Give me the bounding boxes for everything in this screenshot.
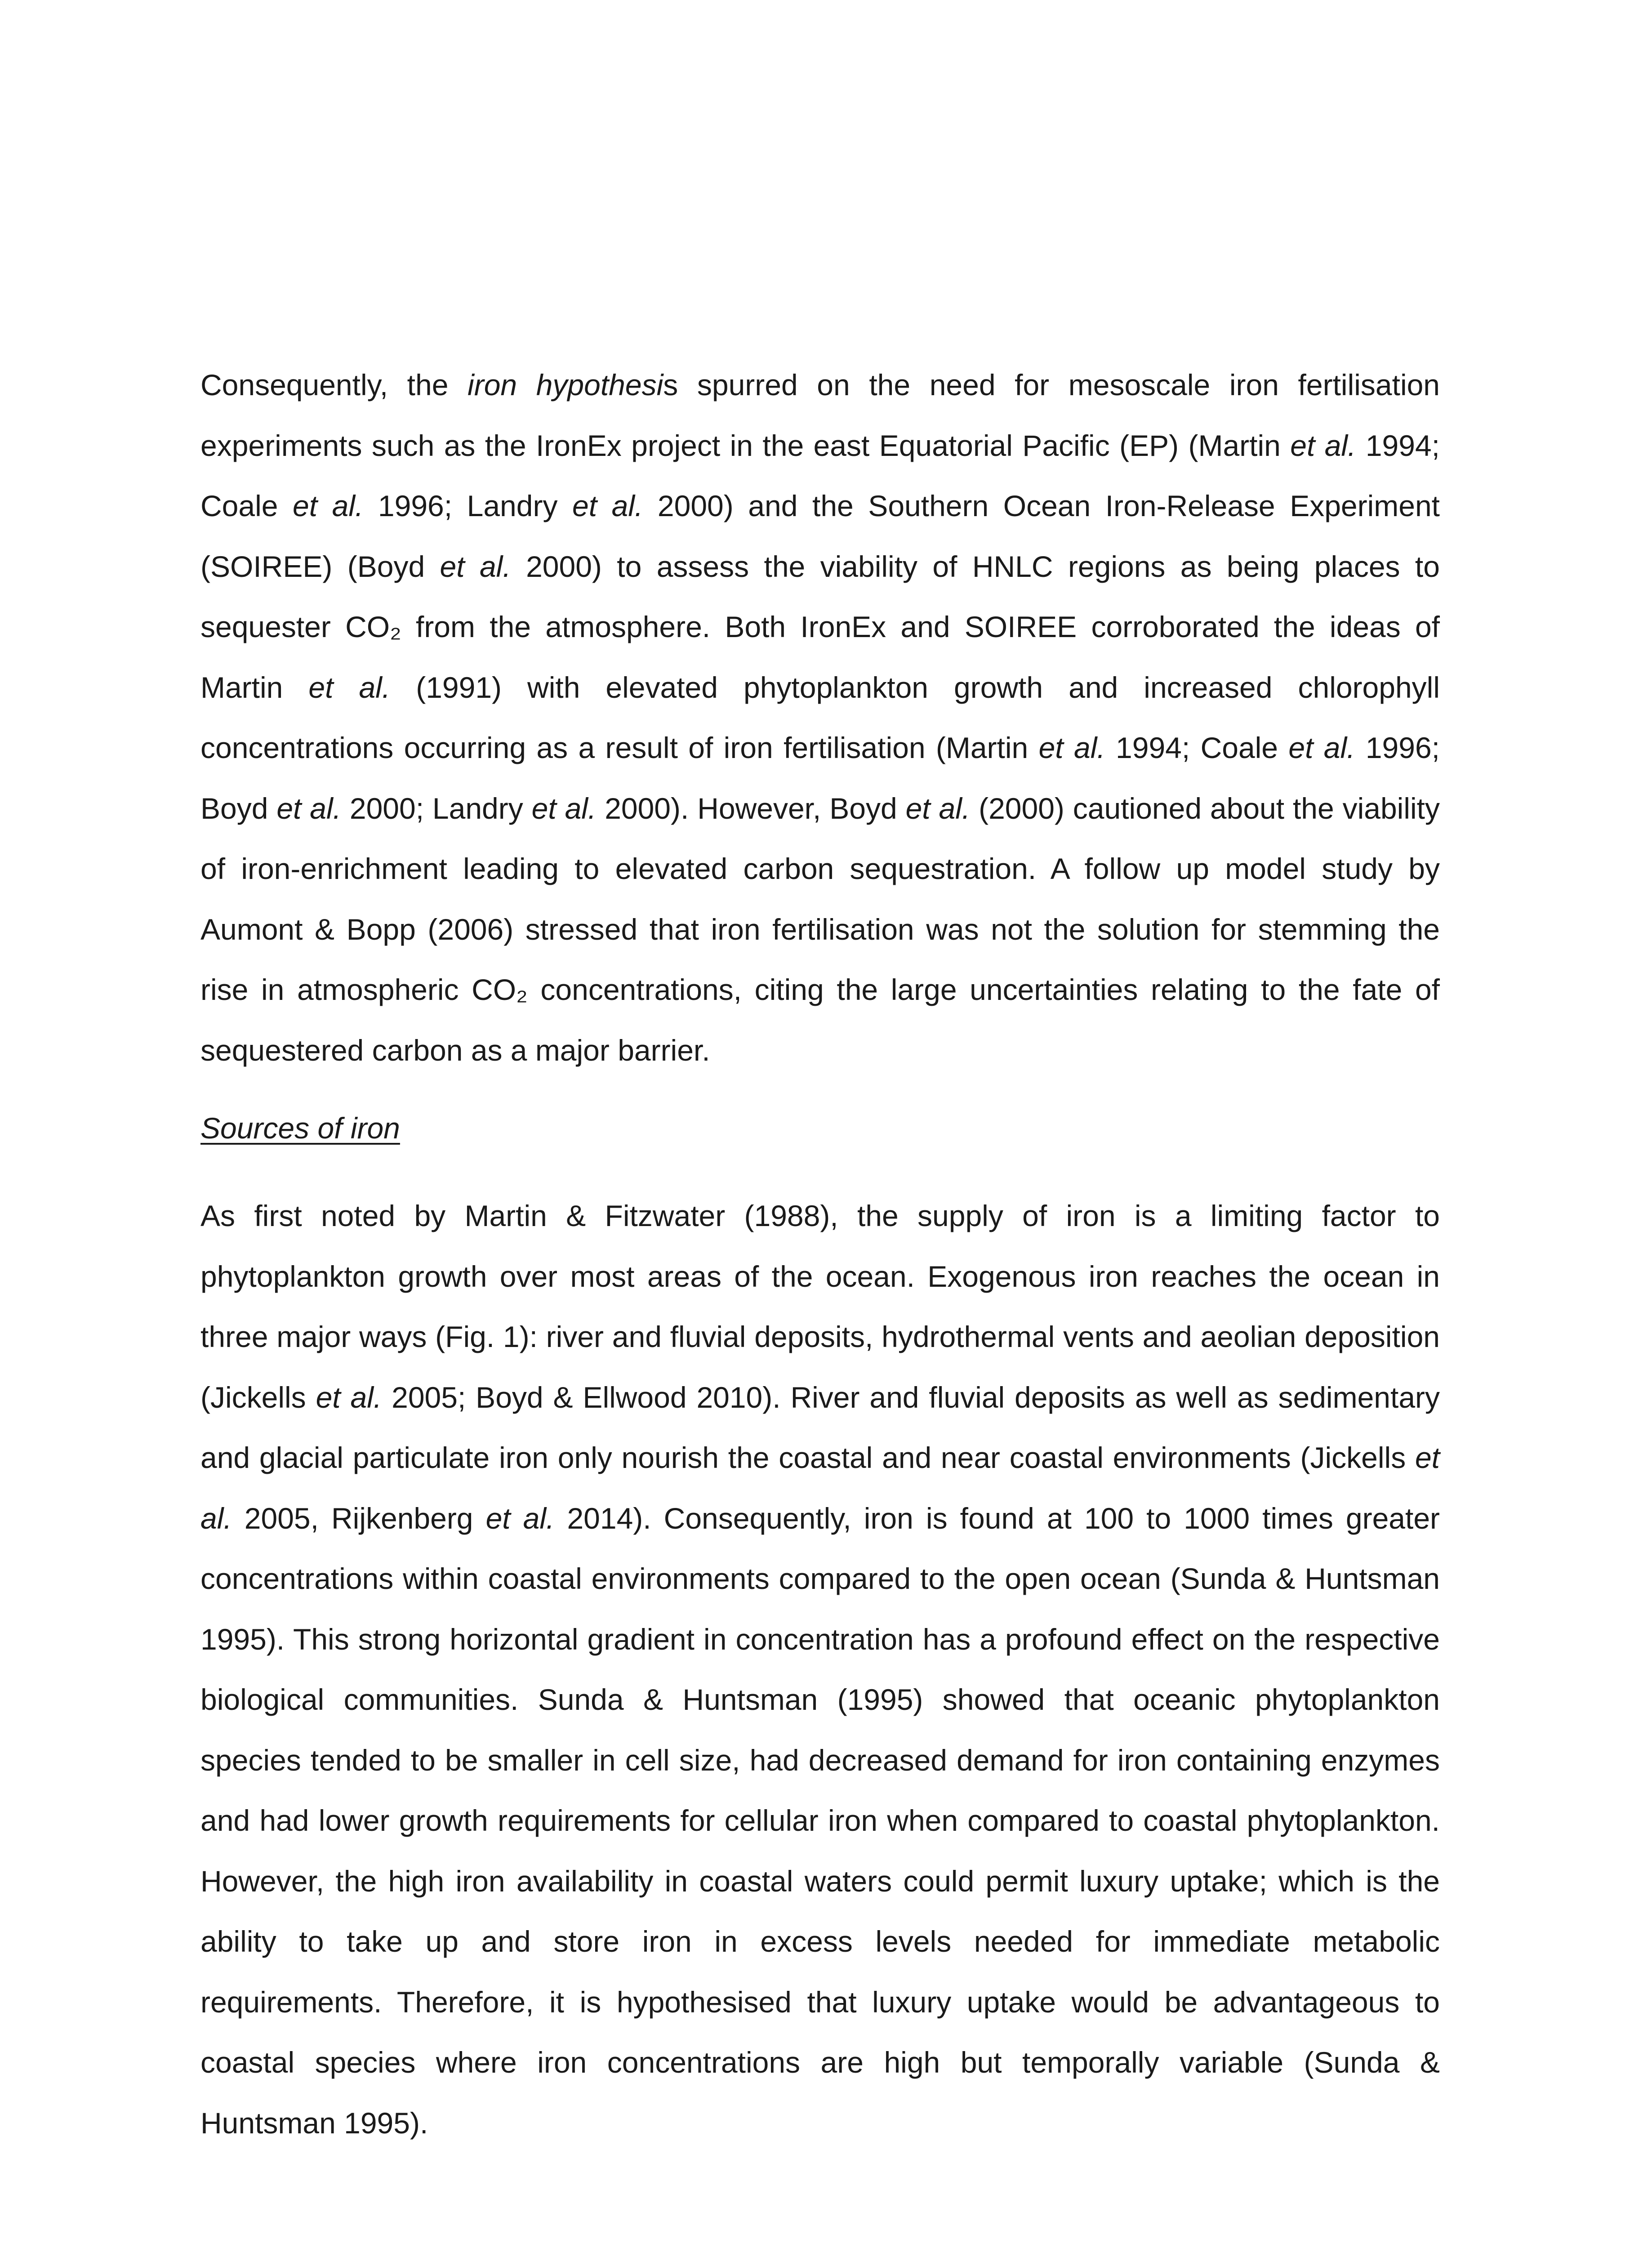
- text-run: 2000) and the Southern Ocean Iron-Release Experiment (SOIREE) (Boyd: [200, 489, 1440, 583]
- citation-et-al: et al.: [1038, 731, 1105, 764]
- citation-et-al: et al.: [905, 791, 971, 825]
- italic-term: iron hypothesi: [468, 368, 663, 401]
- text-run: s spurred on the need for mesoscale iron fertilisation experiments such as the IronEx project in the east Equatorial Pacific (EP) (Martin: [200, 368, 1440, 462]
- citation-et-al: et al.: [572, 489, 643, 522]
- citation-et-al: et al.: [440, 549, 511, 583]
- text-run: As first noted by Martin & Fitzwater (1988), the supply of iron is a limiting factor to phytoplankton growth over most areas of the ocean. Exogenous iron reaches the ocean in three major ways (Fig. 1): river and fluvial deposits, hydrothermal vents and aeolian deposition (Jickells: [200, 1199, 1440, 1414]
- citation-et-al: et al.: [531, 791, 597, 825]
- citation-et-al: et al.: [308, 670, 391, 704]
- citation-et-al: et al.: [316, 1380, 382, 1414]
- text-run: (1991) with elevated phytoplankton growth and increased chlorophyll concentrations occurring as a result of iron fertilisation (Martin: [200, 670, 1440, 764]
- citation-et-al: et al.: [1288, 731, 1355, 764]
- citation-et-al: et al.: [293, 489, 364, 522]
- text-run: 1996; Landry: [363, 489, 573, 522]
- text-run: 2005; Boyd & Ellwood 2010). River and fluvial deposits as well as sedimentary and glacial particulate iron only nourish the coastal and near coastal environments (Jickells: [200, 1380, 1440, 1474]
- text-run: 1996; Boyd: [200, 731, 1440, 825]
- paragraph-iron-fertilisation: [200, 355, 1440, 1080]
- text-run: 2014). Consequently, iron is found at 100 to 1000 times greater concentrations within coastal environments compared to the open ocean (Sunda & Huntsman 1995). This strong horizontal gradient in concentration has a profound effect on the respective biological communities. Sunda & Huntsman (1995) showed that oceanic phytoplankton species tended to be smaller in cell size, had decreased demand for iron containing enzymes and had lower growth requirements for cellular iron when compared to coastal phytoplankton. However, the high iron availability in coastal waters could permit luxury uptake; which is the ability to take up and store iron in excess levels needed for immediate metabolic requirements. Therefore, it is hypothesised that luxury uptake would be advantageous to coastal species where iron concentrations are high but temporally variable (Sunda & Huntsman 1995).: [200, 1501, 1440, 2140]
- text-run: 1994; Coale: [200, 428, 1440, 522]
- citation-et-al: et al.: [276, 791, 341, 825]
- citation-et-al: et al.: [1290, 428, 1356, 462]
- text-run: 2000). However, Boyd: [596, 791, 906, 825]
- section-heading: Sources of iron: [200, 1111, 400, 1145]
- text-run: (2000) cautioned about the viability of iron-enrichment leading to elevated carbon sequestration. A follow up model study by Aumont & Bopp (2006) stressed that iron fertilisation was not the solution for stemming the rise in atmospheric CO₂ concentrations, citing the large uncertainties relating to the fate of sequestered carbon as a major barrier.: [200, 791, 1440, 1067]
- paragraph-sources-of-iron: [200, 1186, 1440, 2153]
- text-run: 2000; Landry: [341, 791, 532, 825]
- text-run: Consequently, the: [200, 368, 468, 401]
- citation-et-al: et al.: [485, 1501, 555, 1535]
- text-run: 2005, Rijkenberg: [232, 1501, 486, 1535]
- text-run: 2000) to assess the viability of HNLC regions as being places to sequester CO₂ from the atmosphere. Both IronEx and SOIREE corroborated the ideas of Martin: [200, 549, 1440, 704]
- text-run: 1994; Coale: [1105, 731, 1289, 764]
- citation-et-al: et al.: [200, 1441, 1440, 1535]
